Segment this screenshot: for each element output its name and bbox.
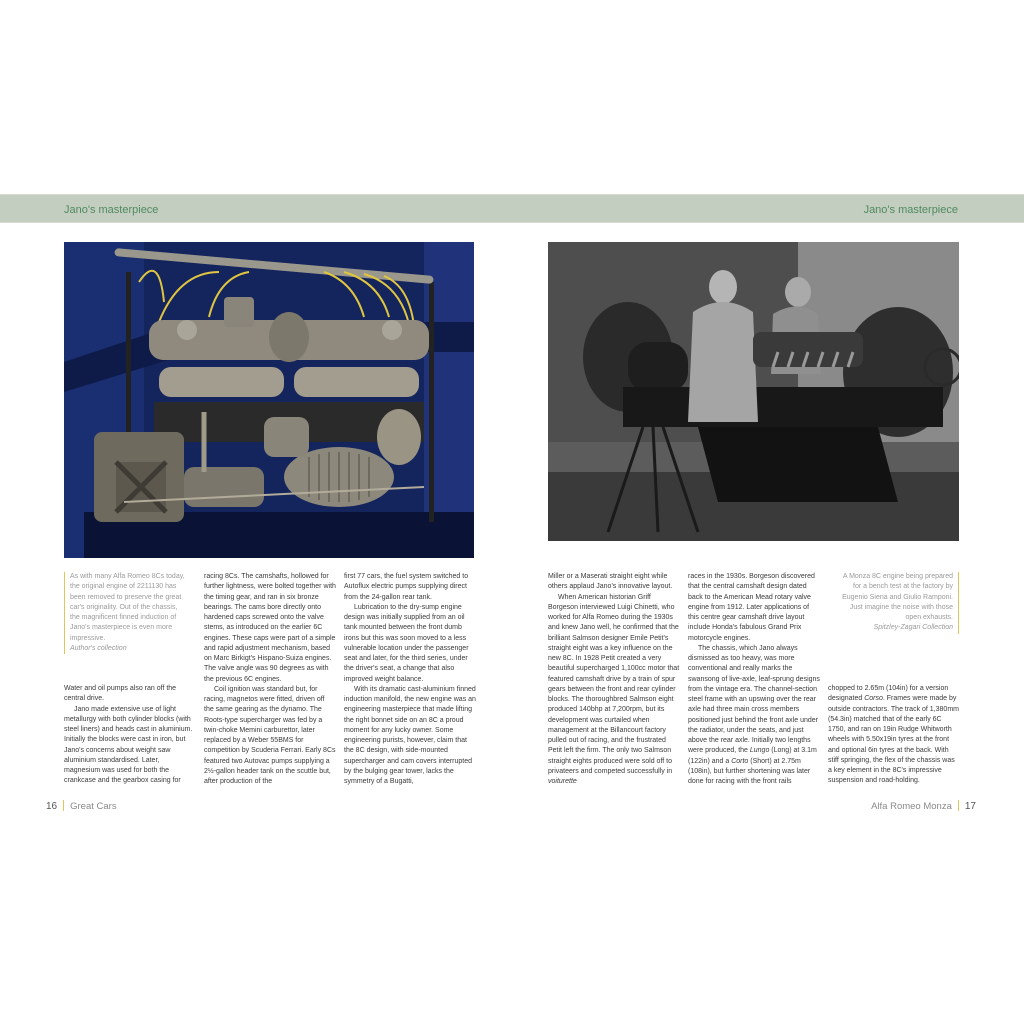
left-column-3 [344,572,476,787]
caption-right-credit: Spitzley-Zagari Collection [873,624,953,632]
caption-right-text: A Monza 8C engine being prepared for a bench test at the factory by Eugenio Siena and Giulio Ramponi. Just imagine the noise with those open exhausts. [842,573,953,621]
left-column-2 [204,572,336,787]
paragraph: With its dramatic cast-aluminium finned induction manifold, the new engine was an engineering masterpiece that made lifting the right bonnet side on an 8C a proud moment for any lucky owner. Some engineering purists, however, claim that the 8C design, with side-mounted supercharger and cam covers interrupted by the bulging gear tower, lacks the symmetry of a Bugatti, [344,685,476,785]
section-title-right: Alfa Romeo Monza [871,801,952,812]
right-column-3 [828,684,960,787]
paragraph-text: . Frames were made by outside contractors. The track of 1,380mm (54.3in) matched that of the early 6C 1750, and ran on 19in Rudge Whitworth wheels with 5.50x19in tyres at the front and optional 6in tyres at the back. With stiff springing, the flex of the chassis was a key element in the 8C's impressive suspension and road-holding. [828,695,959,785]
paragraph: races in the 1930s. Borgeson discovered that the central camshaft design dated back to the American Mead rotary valve engine from 1912. Later applications of this centre gear camshaft drive layout include Honda's fabulous Grand Prix motorcycle engines. [688,573,815,642]
caption-left-text: As with many Alfa Romeo 8Cs today, the original engine of 2211130 has been removed to preserve the great car's originality. Out of the chassis, the magnificent finned induction of Jano's masterpiece is even more impressive. [70,573,185,642]
folio-left [46,800,117,813]
engine-illustration [64,242,474,558]
paragraph: Lubrication to the dry-sump engine design was initially supplied from an oil tank mounted between the front dumb irons but this was soon moved to a less vulnerable location under the passenger seat and later, for the third series, under the driver's seat, a change that also improved weight balance. [344,603,469,683]
paragraph [688,644,820,788]
workshop-photo [548,242,959,541]
left-column-1 [64,684,194,787]
paragraph-text: The chassis, which Jano always dismissed as too heavy, was more conventional and really marks the swansong of live-axle, leaf-sprung designs from the vintage era. The channel-section steel frame with an upswing over the rear axle had three main cross members positioned just behind the front axle under the radiator, under the seats, and just above the rear axle. Initially two lengths were produced, the [688,644,820,755]
paragraph: Coil ignition was standard but, for racing, magnetos were fitted, driven off the same gearing as the dynamo. The Roots-type supercharger was fed by a twin-choke Memini carburettor, later replaced by a Weber 55BMS for competition by Scuderia Ferrari. Early 8Cs featured two Autovac pumps supplying a 2½-gallon header tank on the scuttle but, after production of the [204,685,336,785]
folio-divider [958,800,959,811]
paragraph-italic: voiturette [548,778,577,785]
paragraph-text: When American historian Griff Borgeson interviewed Luigi Chinetti, who worked for Alfa Romeo during the 1930s and knew Jano well, he confirmed that the brilliant Salmson designer Emile Petit's straight eight was a key influence on the new 8C. In 1928 Petit created a very beautiful supercharged 1,100cc motor that featured camshaft drive by a train of spur gears between the front and rear cylinder blocks. The thoroughbred Salmson eight produced 140bhp at 7,200rpm, but its development was curtailed when management at the Billancourt factory pulled out of racing, and the frustrated Petit left the firm. The only two Salmson straight eights produced were sold off to privateers and competed successfully in [548,593,680,775]
folio-right [871,800,976,813]
workshop-illustration [548,242,959,541]
paragraph-italic: Lungo [749,747,770,755]
paragraph: first 77 cars, the fuel system switched to Autoflux electric pumps supplying direct from the 24-gallon rear tank. [344,573,469,601]
running-head-right: Jano's masterpiece [863,204,958,216]
paragraph-italic: Corto [731,757,749,765]
paragraph-text: chopped to 2.65m (104in) for a version designated [828,685,949,703]
paragraph [548,593,680,788]
paragraph-text: (Long) at 3.1m (122in) and a [688,747,817,765]
paragraph: Jano made extensive use of light metallurgy with both cylinder blocks (with steel liners) and heads cast in aluminium. Initially the blocks were cast in iron, but Jano's concerns about weight saw aluminium standardised. Later, magnesium was used for both the crankcase and the gearbox casing for [64,705,193,785]
paragraph-italic: Corso [864,695,883,703]
engine-photo [64,242,474,558]
paragraph: Miller or a Maserati straight eight while others applaud Jano's innovative layout. [548,573,673,591]
paragraph [828,684,960,787]
page-number-right: 17 [964,801,976,812]
folio-divider [63,800,64,811]
section-title-left: Great Cars [70,801,117,812]
running-head-left: Jano's masterpiece [64,204,159,216]
paragraph-text: (Short) at 2.75m (108in), but further shortening was later done for racing with the front rails [688,757,811,785]
caption-left [64,572,185,654]
page-number-left: 16 [46,801,58,812]
paragraph: racing 8Cs. The camshafts, hollowed for further lightness, were bolted together with the timing gear, and ran in six bronze bearings. The cams bore directly onto hardened caps screwed onto the valve stems, as introduced on the earlier 6C engines. These caps were part of a simple and rapid adjustment mechanism, based on Marc Birkigt's Hispano-Suiza engines. The valve angle was 90 degrees as with the previous 6C engines. [204,573,336,683]
caption-left-credit: Author's collection [70,644,127,652]
right-column-1 [548,572,680,787]
caption-right [838,572,959,634]
paragraph: Water and oil pumps also ran off the central drive. [64,685,177,703]
right-column-2 [688,572,820,787]
